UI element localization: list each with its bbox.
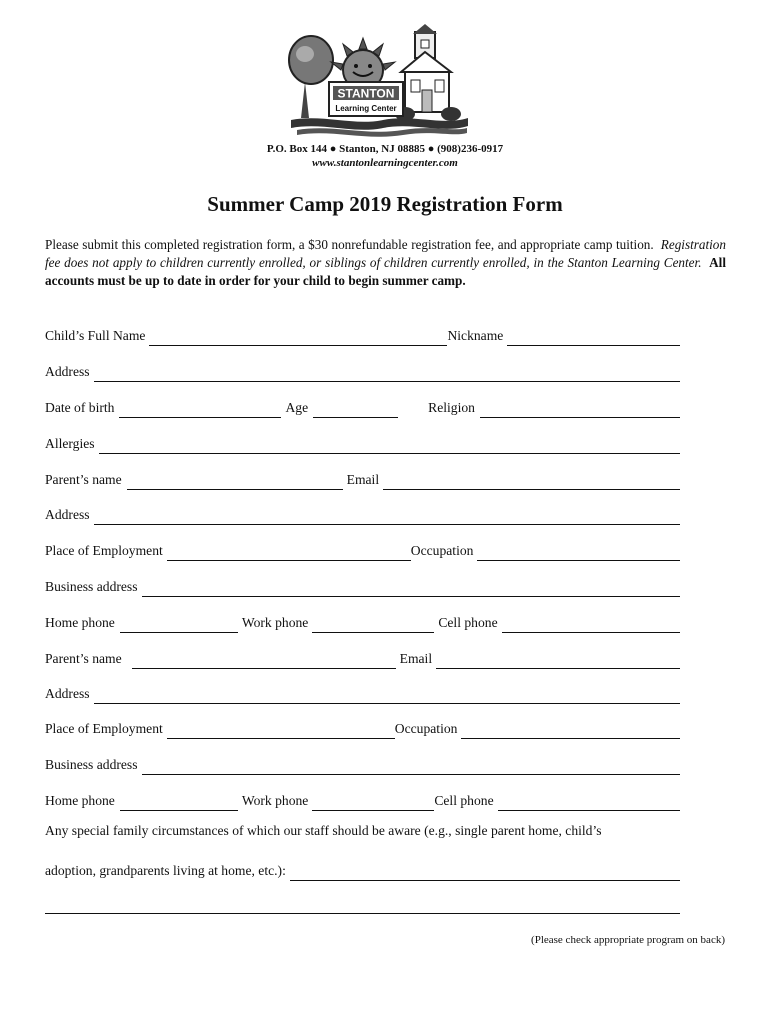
parent2-cell-phone-field[interactable]: [498, 795, 680, 811]
parent1-employment-field[interactable]: [167, 545, 411, 561]
parent1-address-label: Address: [45, 507, 90, 522]
childs-full-name-field[interactable]: [149, 330, 447, 346]
parent2-work-phone-field[interactable]: [312, 795, 434, 811]
child-address-field[interactable]: [94, 366, 680, 382]
parent1-home-phone-label: Home phone: [45, 615, 115, 630]
parent1-occupation-field[interactable]: [477, 545, 680, 561]
parent1-phone-row: [45, 613, 680, 633]
date-of-birth-field[interactable]: [119, 402, 281, 418]
parent2-address-label: Address: [45, 686, 90, 701]
child-address-row: [45, 362, 680, 382]
parent1-address-field[interactable]: [94, 509, 680, 525]
parent1-business-label: Business address: [45, 579, 138, 594]
parent2-name-row: [45, 649, 680, 669]
parent2-cell-phone-label: Cell phone: [434, 793, 494, 808]
parent2-employment-field[interactable]: [167, 723, 395, 739]
parent1-work-phone-label: Work phone: [241, 615, 309, 630]
website: www.stantonlearningcenter.com: [312, 157, 458, 169]
dob-row: [45, 398, 680, 418]
footer-note: (Please check appropriate program on back): [531, 934, 725, 946]
intro-plain: Please submit this completed registration form, a $30 nonrefundable registration fee, and appropriate camp tuition.: [45, 237, 654, 252]
parent1-address-row: [45, 505, 680, 525]
special-circumstances-row-2: [45, 894, 680, 914]
address-line: P.O. Box 144 ● Stanton, NJ 08885 ● (908)236-0917: [266, 143, 504, 155]
special-circumstances-field[interactable]: [290, 865, 680, 881]
parent1-occupation-label: Occupation: [410, 543, 474, 558]
parent1-name-row: [45, 470, 680, 490]
special-circumstances-field-2[interactable]: [45, 898, 680, 914]
allergies-label: Allergies: [45, 436, 95, 451]
parent2-email-field[interactable]: [436, 653, 680, 669]
parent1-name-label: Parent’s name: [45, 472, 122, 487]
parent2-employment-row: [45, 719, 680, 739]
parent2-occupation-label: Occupation: [394, 721, 458, 736]
childs-full-name-label: Child’s Full Name: [45, 328, 146, 343]
nickname-label: Nickname: [447, 328, 504, 343]
parent2-work-phone-label: Work phone: [241, 793, 309, 808]
parent1-business-row: [45, 577, 680, 597]
parent1-cell-phone-field[interactable]: [502, 617, 680, 633]
parent2-employment-label: Place of Employment: [45, 721, 163, 736]
parent2-name-field[interactable]: [132, 653, 396, 669]
allergies-field[interactable]: [99, 438, 680, 454]
parent1-work-phone-field[interactable]: [312, 617, 434, 633]
parent2-occupation-field[interactable]: [461, 723, 680, 739]
child-name-row: [45, 326, 680, 346]
parent2-business-label: Business address: [45, 757, 138, 772]
age-field[interactable]: [313, 402, 398, 418]
logo-main-text: STANTON: [337, 86, 395, 101]
religion-label: Religion: [428, 400, 475, 415]
age-label: Age: [285, 400, 309, 415]
logo-sub-text: Learning Center: [335, 104, 397, 113]
parent1-business-field[interactable]: [142, 581, 680, 597]
parent2-name-label: Parent’s name: [45, 651, 122, 666]
parent2-email-label: Email: [399, 651, 433, 666]
parent2-address-row: [45, 684, 680, 704]
parent1-email-field[interactable]: [383, 474, 680, 490]
parent1-employment-row: [45, 541, 680, 561]
intro-bold: All accounts must be up to date in order for your child to begin summer camp.: [45, 255, 726, 288]
parent2-home-phone-field[interactable]: [120, 795, 238, 811]
parent2-business-field[interactable]: [142, 759, 680, 775]
parent1-home-phone-field[interactable]: [120, 617, 238, 633]
address-label: Address: [45, 364, 90, 379]
parent1-employment-label: Place of Employment: [45, 543, 163, 558]
stanton-logo: [283, 22, 473, 142]
page-title: Summer Camp 2019 Registration Form: [207, 192, 563, 216]
intro-italic: Registration fee does not apply to children currently enrolled, or siblings of children currently enrolled, in the Stanton Learning Center.: [45, 237, 726, 270]
parent2-business-row: [45, 755, 680, 775]
date-of-birth-label: Date of birth: [45, 400, 115, 415]
parent1-email-label: Email: [346, 472, 380, 487]
parent1-cell-phone-label: Cell phone: [438, 615, 498, 630]
special-circumstances-label: adoption, grandparents living at home, etc.):: [45, 863, 286, 878]
intro-paragraph: [45, 236, 726, 290]
parent1-name-field[interactable]: [127, 474, 343, 490]
parent2-home-phone-label: Home phone: [45, 793, 115, 808]
special-circumstances-text: Any special family circumstances of which our staff should be aware (e.g., single parent home, child’s: [45, 823, 602, 838]
allergies-row: [45, 434, 680, 454]
religion-field[interactable]: [480, 402, 680, 418]
parent2-address-field[interactable]: [94, 688, 680, 704]
nickname-field[interactable]: [507, 330, 680, 346]
parent2-phone-row: [45, 791, 680, 811]
special-circumstances-row: [45, 861, 680, 881]
